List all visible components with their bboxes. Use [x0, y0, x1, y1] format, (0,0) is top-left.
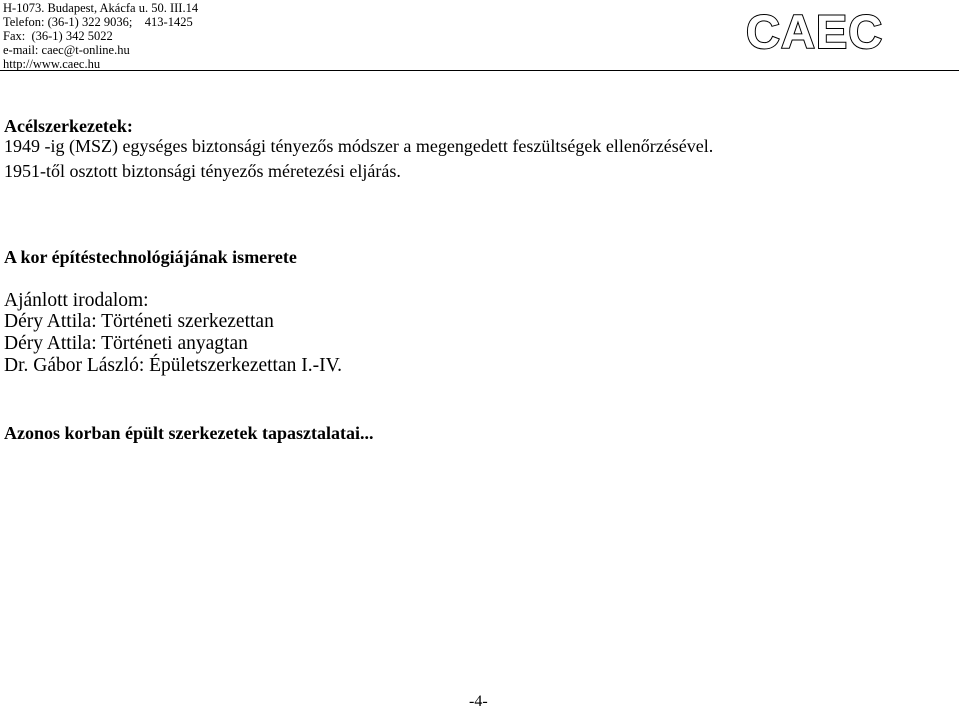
literature-item: Déry Attila: Történeti szerkezettan — [4, 311, 274, 332]
technology-knowledge-heading: A kor építéstechnológiájának ismerete — [4, 247, 297, 267]
address-line-website: http://www.caec.hu — [3, 57, 101, 71]
recommended-literature-heading: Ajánlott irodalom: — [4, 290, 149, 311]
address-line-fax: Fax: (36-1) 342 5022 — [3, 29, 113, 43]
address-line-phone: Telefon: (36-1) 322 9036; 413-1425 — [3, 15, 193, 29]
letterhead — [0, 0, 959, 72]
steel-structures-line-1: 1949 -ig (MSZ) egységes biztonsági tényezős módszer a megengedett feszültségek ellenőrzésével. — [4, 136, 714, 156]
address-line-street: H-1073. Budapest, Akácfa u. 50. III.14 — [3, 1, 199, 15]
address-line-email: e-mail: caec@t-online.hu — [3, 43, 130, 57]
literature-item: Dr. Gábor László: Épületszerkezettan I.-IV. — [4, 355, 343, 376]
page-number: -4- — [469, 693, 488, 710]
header-divider — [0, 70, 959, 71]
closing-heading: Azonos korban épült szerkezetek tapasztalatai... — [4, 423, 374, 443]
literature-item: Déry Attila: Történeti anyagtan — [4, 333, 248, 354]
steel-structures-line-2: 1951-től osztott biztonsági tényezős méretezési eljárás. — [4, 161, 401, 181]
company-logo: CAEC — [746, 5, 884, 58]
steel-structures-heading: Acélszerkezetek: — [4, 116, 133, 136]
